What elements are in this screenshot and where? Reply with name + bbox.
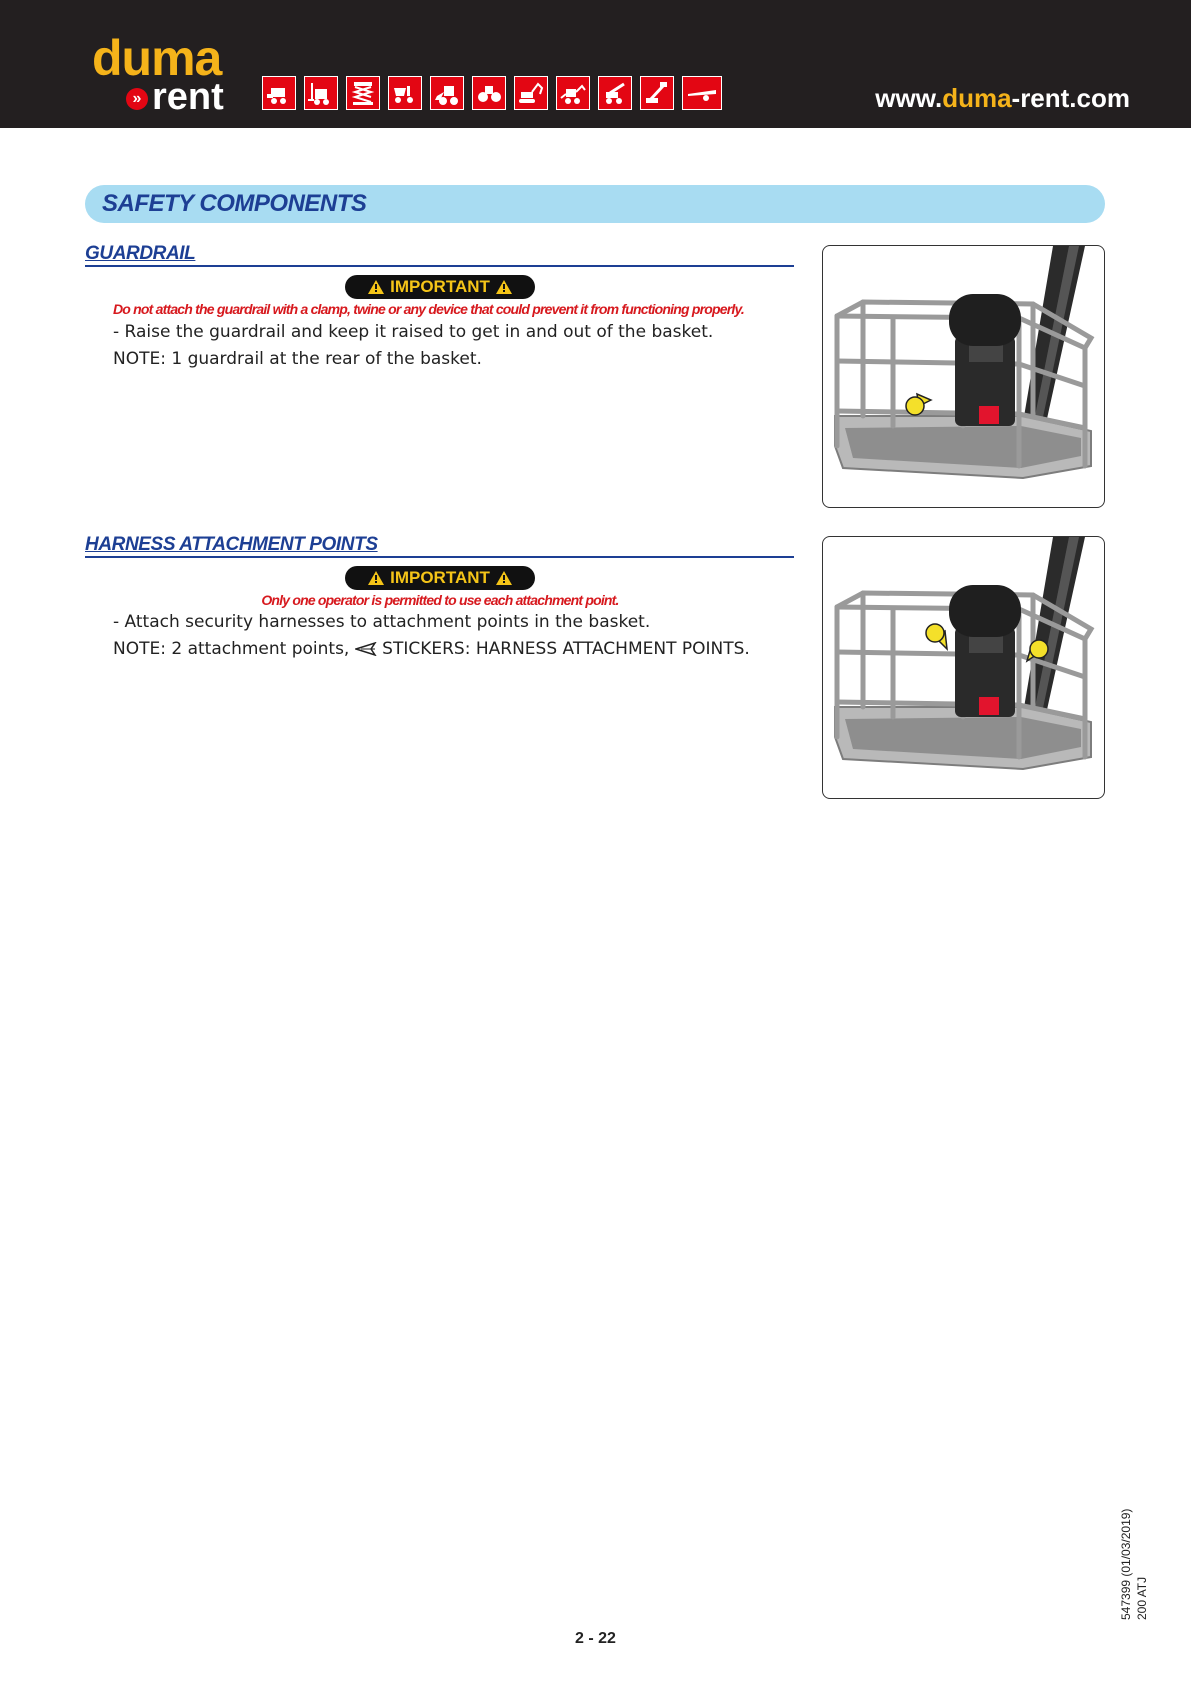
logo-rent: rent [152, 76, 224, 118]
logo-duma: duma [92, 30, 222, 86]
basket-illustration [823, 246, 1104, 507]
loader-icon [430, 76, 464, 110]
harness-line-2-suffix: STICKERS: HARNESS ATTACHMENT POINTS. [382, 639, 750, 659]
basket-illustration [823, 537, 1104, 798]
guardrail-basket-figure [822, 245, 1105, 508]
page-header [0, 0, 1191, 128]
excavator-icon [514, 76, 548, 110]
website-url [875, 80, 1130, 116]
warning-triangle-icon [367, 570, 385, 586]
reference-arrow-icon [355, 642, 377, 656]
harness-warning: Only one operator is permitted to use each attachment point. [261, 592, 619, 608]
logo-bullet: » [126, 88, 148, 110]
guardrail-line-1: - Raise the guardrail and keep it raised to get in and out of the basket. [113, 322, 714, 342]
trailer-icon [682, 76, 722, 110]
boom-lift-icon [640, 76, 674, 110]
harness-title: HARNESS ATTACHMENT POINTS [85, 534, 378, 555]
guardrail-important-badge [345, 275, 535, 299]
compactor-icon [472, 76, 506, 110]
harness-line-2-prefix: NOTE: 2 attachment points, [113, 639, 350, 659]
warning-triangle-icon [367, 279, 385, 295]
document-reference [1118, 1420, 1158, 1620]
model-name: 200 ATJ [1135, 1576, 1149, 1620]
harness-basket-figure [822, 536, 1105, 799]
url-prefix: www. [875, 83, 943, 113]
important-label: IMPORTANT [390, 277, 490, 296]
harness-rule [85, 556, 794, 558]
section-title: SAFETY COMPONENTS [102, 190, 367, 217]
url-accent: duma [942, 83, 1012, 113]
guardrail-line-2: NOTE: 1 guardrail at the rear of the basket. [113, 349, 482, 369]
forklift-icon [304, 76, 338, 110]
warning-triangle-icon [495, 570, 513, 586]
harness-line-1: - Attach security harnesses to attachment points in the basket. [113, 612, 651, 632]
guardrail-rule [85, 265, 794, 267]
skid-steer-icon [262, 76, 296, 110]
scissor-lift-icon [346, 76, 380, 110]
page-number: 2 - 22 [575, 1630, 616, 1647]
guardrail-warning: Do not attach the guardrail with a clamp, twine or any device that could prevent it from functioning properly. [113, 301, 745, 317]
mini-dumper-icon [388, 76, 422, 110]
backhoe-icon [556, 76, 590, 110]
url-suffix: -rent.com [1011, 83, 1130, 113]
important-label: IMPORTANT [390, 568, 490, 587]
section-banner [85, 185, 1105, 223]
harness-line-2 [113, 638, 750, 660]
harness-important-badge [345, 566, 535, 590]
doc-ref-number: 547399 (01/03/2019) [1119, 1508, 1133, 1620]
telehandler-icon [598, 76, 632, 110]
warning-triangle-icon [495, 279, 513, 295]
guardrail-title: GUARDRAIL [85, 243, 196, 264]
